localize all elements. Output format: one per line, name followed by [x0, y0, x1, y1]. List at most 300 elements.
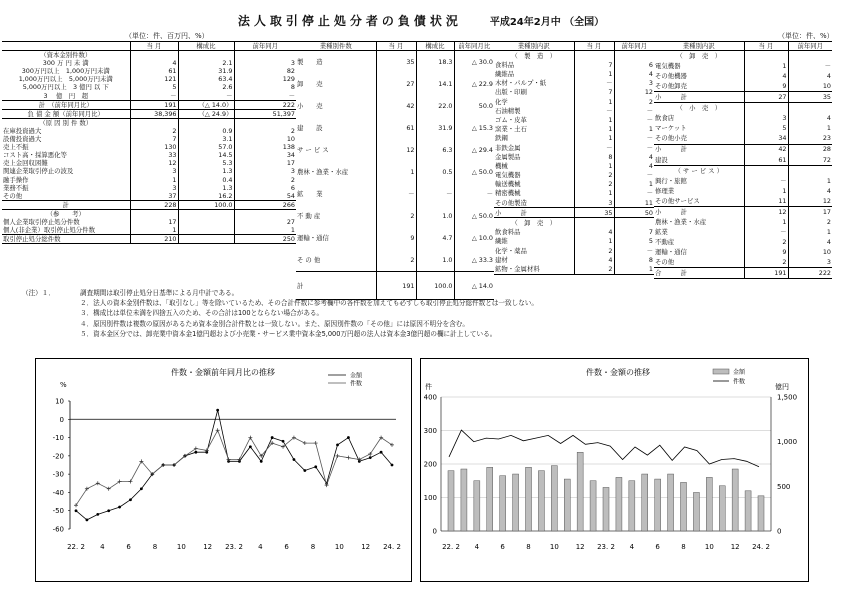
table-cell: 2: [744, 237, 788, 247]
table-cell: 61: [130, 67, 178, 75]
table-cell: 1: [574, 97, 614, 106]
table-cell: －: [416, 183, 454, 205]
note-text: ２．法人の資本金別件数は、「取引なし」等を除いているため、その合計件数に参考欄中の各件数を加えても必ずしも取引停止処分総件数とは一致しない。: [80, 299, 538, 308]
row-label: その他: [3, 191, 23, 200]
table-cell: [130, 51, 178, 60]
table-cell: 2: [234, 176, 296, 184]
table-cell: 63.4: [178, 75, 234, 83]
data-point: [368, 452, 372, 456]
table-cell: 8: [574, 152, 614, 161]
table-row: [2, 151, 296, 159]
table-cell: 138: [234, 143, 296, 151]
table-cell: 7: [614, 228, 654, 237]
table-row: [2, 83, 296, 91]
table-row: [494, 79, 654, 88]
row-label: 非鉄金属: [495, 143, 521, 152]
row-label: （ サ ー ビ ス ）: [654, 165, 744, 176]
table-row: [2, 159, 296, 167]
table-cell: 34: [234, 151, 296, 159]
y2-tick-label: 1,000: [777, 438, 798, 447]
table-cell: 17: [788, 206, 832, 217]
x-tick-label: 23. 2: [597, 543, 615, 551]
table-cell: 2: [130, 127, 178, 135]
table-row: [2, 127, 296, 135]
row-label: 個人(非企業）取引停止処分件数: [3, 226, 95, 235]
table-cell: [130, 118, 178, 127]
table-row: [2, 167, 296, 175]
table-cell: 10: [788, 81, 832, 92]
bar: [526, 467, 532, 531]
table-row: [296, 73, 494, 95]
data-point: [75, 509, 78, 512]
y2-tick-label: 0: [777, 527, 782, 536]
table-cell: 35: [376, 51, 416, 74]
capital-cause-table: [2, 41, 296, 244]
data-point: [85, 487, 89, 491]
x-tick-label: 10: [334, 543, 344, 551]
table-cell: －: [744, 176, 788, 186]
table-row: [654, 237, 832, 247]
table-cell: 2: [376, 249, 416, 272]
table-cell: －: [614, 143, 654, 152]
table-cell: 9: [744, 247, 788, 257]
note-head: （注）１．: [22, 289, 55, 297]
table-row: [494, 143, 654, 152]
row-label: その他サービス: [655, 196, 700, 205]
legend-label: 件数: [733, 378, 746, 386]
row-label: 建 設: [297, 124, 323, 133]
data-point: [293, 458, 296, 461]
row-label: 飲食料品: [495, 228, 521, 237]
row-label: 農林・漁業・水産: [297, 168, 349, 177]
table-row: [654, 144, 832, 155]
table-cell: 38,396: [130, 109, 178, 118]
table-cell: 2: [574, 180, 614, 189]
table-cell: 2: [744, 257, 788, 268]
row-label: 3 億 円 超: [43, 91, 88, 100]
y-tick-label: 0: [432, 527, 437, 536]
x-tick-label: 8: [152, 543, 158, 551]
table-cell: [234, 51, 296, 60]
row-label: ゴム・皮革: [495, 115, 527, 124]
row-label: 窯業・土石: [495, 125, 527, 134]
table-row: [654, 176, 832, 186]
table-cell: 2: [574, 246, 614, 255]
table-row: [296, 227, 494, 249]
table-cell: 54: [234, 192, 296, 201]
table-cell: 191: [744, 268, 788, 279]
x-tick-label: 6: [500, 543, 505, 551]
table-cell: 3: [234, 167, 296, 175]
table-row: [296, 205, 494, 227]
row-label: 小 売: [297, 102, 323, 111]
y-tick-label: -60: [52, 525, 64, 534]
data-point: [303, 469, 306, 472]
x-tick-label: 8: [526, 543, 531, 551]
table-cell: 2: [614, 97, 654, 106]
table-cell: 3.1: [178, 135, 234, 143]
table-row: [494, 208, 654, 218]
row-label: 繊維: [495, 237, 508, 246]
table-cell: －: [574, 143, 614, 152]
data-point: [205, 448, 209, 452]
table-row: [494, 60, 654, 69]
table-row: [654, 196, 832, 207]
data-point: [248, 436, 252, 440]
table-row: [494, 152, 654, 161]
row-label: （ 卸 売 ）: [494, 218, 574, 228]
bar: [487, 467, 493, 531]
table-cell: 129: [234, 75, 296, 83]
table-cell: 61: [376, 117, 416, 139]
x-tick-label: 8: [681, 543, 686, 551]
data-point: [391, 464, 394, 467]
data-point: [107, 487, 111, 491]
table-cell: △ 22.9: [454, 73, 494, 95]
data-point: [118, 506, 121, 509]
x-tick-label: 22. 2: [442, 543, 460, 551]
x-tick-label: 24. 2: [752, 543, 770, 551]
table-row: [494, 106, 654, 115]
row-label: 取引停止処分総件数: [2, 235, 130, 244]
row-label: 小 計: [494, 208, 574, 218]
table-cell: 191: [130, 100, 178, 109]
table-row: [2, 192, 296, 201]
table-row: [494, 115, 654, 124]
table-cell: 1: [614, 125, 654, 134]
data-point: [325, 483, 329, 487]
column-header: 当 月: [376, 42, 416, 51]
table-cell: 1: [130, 226, 178, 235]
table-row: [2, 100, 296, 109]
table-cell: 33: [130, 151, 178, 159]
data-point: [249, 445, 252, 448]
row-label: 電気機器: [495, 171, 521, 180]
table-cell: [178, 209, 234, 218]
table-cell: [788, 103, 832, 114]
bar: [693, 492, 699, 531]
table-cell: 2: [574, 264, 614, 274]
table-cell: 4: [614, 161, 654, 170]
x-tick-label: 10: [704, 543, 714, 551]
count-amount-chart-frame: [420, 358, 809, 582]
y-tick-label: 300: [423, 427, 437, 435]
table-cell: 8: [234, 83, 296, 91]
table-cell: －: [614, 171, 654, 180]
table-cell: [614, 51, 654, 61]
table-row: [494, 180, 654, 189]
row-label: 5,000万円以上 3 億円 以 下: [22, 83, 109, 92]
table-cell: 57.0: [178, 143, 234, 151]
table-row: [654, 247, 832, 257]
section-title-row: [2, 209, 296, 218]
row-label: 鉄鋼: [495, 134, 508, 143]
table-cell: 35: [574, 208, 614, 218]
y2-tick-label: 500: [777, 482, 791, 491]
table-cell: 4: [788, 237, 832, 247]
series-line-0: [76, 410, 392, 520]
table-cell: 34: [744, 133, 788, 144]
row-label: 金属製品: [495, 152, 521, 161]
table-cell: 4: [614, 69, 654, 78]
table-cell: [744, 51, 788, 62]
table-cell: 1: [574, 161, 614, 170]
table-cell: －: [574, 106, 614, 115]
note-item: [22, 308, 538, 318]
table-cell: 12: [788, 196, 832, 207]
row-label: 化学: [495, 97, 508, 106]
chart-title: 件数・金額前年同月比の推移: [171, 368, 275, 377]
table-cell: －: [234, 92, 296, 101]
table-cell: 100.0: [178, 200, 234, 209]
note-item: [22, 288, 538, 298]
table-cell: 4: [574, 228, 614, 237]
x-tick-label: 10: [549, 543, 559, 551]
table-cell: 4: [744, 71, 788, 81]
table-cell: －: [614, 115, 654, 124]
y-tick-label: 400: [423, 393, 437, 402]
x-tick-label: 6: [655, 543, 660, 551]
table-cell: 35: [788, 92, 832, 103]
row-label: その他製造: [495, 198, 527, 207]
table-cell: 4: [788, 71, 832, 81]
table-row: [494, 237, 654, 246]
table-cell: 2.6: [178, 83, 234, 91]
table-cell: －: [178, 92, 234, 101]
industry-detail-table-1: [494, 41, 654, 275]
table-row: [654, 51, 832, 62]
column-header: 業種別件数: [296, 42, 376, 51]
bar: [577, 452, 583, 531]
table-cell: 1: [744, 61, 788, 71]
table-cell: 8: [614, 255, 654, 264]
table-cell: 4: [574, 255, 614, 264]
note-text: 調査期間は取引停止処分日基準による月中計である。: [80, 289, 239, 297]
table-cell: 1: [574, 69, 614, 78]
table-cell: [234, 209, 296, 218]
bar: [551, 466, 557, 531]
x-tick-label: 12: [730, 543, 740, 551]
data-point: [336, 443, 339, 446]
x-tick-label: 24. 2: [383, 543, 401, 551]
row-label: 売上不振: [3, 143, 29, 152]
y-tick-label: 0: [59, 415, 64, 424]
bar: [745, 491, 751, 531]
notes: [22, 288, 538, 339]
table-row: [654, 257, 832, 268]
row-label: 機械: [495, 161, 508, 170]
table-cell: －: [614, 246, 654, 255]
table-cell: 10: [788, 247, 832, 257]
table-cell: 121: [130, 75, 178, 83]
row-label: 精密機械: [495, 189, 521, 198]
note-text: ４．原因別件数は複数の原因があるため資本金別合計件数とは一致しない。また、原因別件数の「その他」には原因不明分を含む。: [80, 319, 470, 328]
table-row: [654, 113, 832, 123]
legend-swatch: [713, 369, 729, 374]
row-label: 計: [2, 200, 130, 209]
table-cell: 17: [234, 159, 296, 167]
table-cell: 3: [130, 167, 178, 175]
table-row: [494, 228, 654, 237]
table-cell: 31.9: [416, 117, 454, 139]
count-line: [449, 430, 759, 467]
table-row: [2, 67, 296, 75]
y-tick-label: 10: [55, 397, 64, 406]
row-label: （ 製 造 ）: [511, 51, 557, 60]
bar: [603, 487, 609, 531]
data-point: [85, 518, 88, 521]
table-cell: 28: [788, 144, 832, 155]
table-row: [494, 51, 654, 61]
table-cell: －: [614, 106, 654, 115]
row-label: 融手操作: [3, 175, 29, 184]
table-row: [494, 161, 654, 170]
table-cell: 7: [574, 60, 614, 69]
table-row: [2, 226, 296, 235]
table-cell: 31.9: [178, 67, 234, 75]
table-row: [296, 95, 494, 117]
row-label: 売上金回収困難: [3, 159, 48, 168]
note-text: ５．資本金区分では、卸売業中資本金1億円超および小売業・サービス業中資本金5,000万円超の法人は資本金3億円超の欄に計上している。: [80, 329, 497, 338]
table-row: [654, 206, 832, 217]
table-cell: 3: [744, 113, 788, 123]
table-cell: －: [130, 92, 178, 101]
table-cell: 4.7: [416, 227, 454, 249]
table-row: [494, 264, 654, 274]
bar: [590, 481, 596, 531]
table-row: [654, 92, 832, 103]
row-label: 石油精製: [495, 106, 521, 115]
column-header: 業種別内訳: [494, 42, 574, 51]
bar: [642, 474, 648, 531]
row-label: （ 小 売 ）: [654, 103, 744, 114]
table-row: [2, 176, 296, 184]
column-header: 前年同月: [788, 42, 832, 51]
x-tick-label: 8: [310, 543, 316, 551]
table-row: [2, 184, 296, 192]
bar: [538, 471, 544, 531]
data-point: [216, 409, 219, 412]
table-cell: [178, 226, 234, 235]
table-cell: 12: [744, 206, 788, 217]
note-item: [22, 298, 538, 308]
table-cell: （△ 24.9）: [178, 109, 234, 118]
data-point: [96, 513, 99, 516]
table-cell: 5.3: [178, 159, 234, 167]
x-tick-label: 6: [126, 543, 131, 551]
table-row: [654, 165, 832, 176]
table-row: [494, 97, 654, 106]
table-row: [654, 227, 832, 237]
column-header: 前年同月: [614, 42, 654, 51]
table-cell: 22.0: [416, 95, 454, 117]
row-label: （ 卸 売 ）: [676, 52, 722, 61]
table-cell: 0.4: [178, 176, 234, 184]
x-tick-label: 12: [361, 543, 371, 551]
table-cell: 16.2: [178, 192, 234, 201]
row-label: 電気機器: [655, 62, 681, 71]
table-cell: 82: [234, 67, 296, 75]
data-point: [194, 451, 197, 454]
table-cell: 3: [574, 198, 614, 208]
table-cell: △ 15.3: [454, 117, 494, 139]
table-row: [654, 123, 832, 133]
table-row: [2, 218, 296, 226]
row-label: 在庫投資過大: [3, 126, 42, 135]
row-label: 鉱物・金属材料: [494, 264, 574, 274]
table-row: [2, 200, 296, 209]
table-cell: 4: [788, 186, 832, 196]
table-cell: 1: [130, 176, 178, 184]
table-row: [296, 117, 494, 139]
y-tick-label: -40: [52, 488, 64, 497]
table-cell: △ 30.0: [454, 51, 494, 74]
table-cell: 9: [376, 227, 416, 249]
row-label: 化学・薬品: [495, 246, 527, 255]
table-header: [2, 42, 296, 51]
table-cell: 2: [376, 205, 416, 227]
unit-label-right: （単位：件、%）: [778, 32, 834, 40]
table-cell: 222: [788, 268, 832, 279]
unit-label-left: （単位：件、百万円、%）: [125, 32, 209, 40]
table-row: [494, 198, 654, 208]
table-cell: 6: [614, 60, 654, 69]
table-row: [494, 125, 654, 134]
y2-axis-unit: 億円: [775, 383, 789, 391]
table-cell: △ 33.3: [454, 249, 494, 272]
column-header: 前年同月: [234, 42, 296, 51]
table-row: [494, 69, 654, 78]
data-point: [314, 465, 317, 468]
y-tick-label: -50: [52, 507, 64, 516]
table-row: [654, 81, 832, 92]
row-label: 出版・印刷: [495, 88, 527, 97]
bar: [474, 481, 480, 531]
legend-label: 金額: [733, 369, 746, 376]
column-header: 前年同月比: [454, 42, 494, 51]
table-row: [654, 186, 832, 196]
section-title-row: [2, 51, 296, 60]
table-cell: －: [376, 183, 416, 205]
data-point: [128, 479, 132, 483]
table-cell: 1: [788, 123, 832, 133]
table-row: [654, 217, 832, 227]
row-label: 製 造: [297, 58, 323, 67]
data-point: [346, 456, 350, 460]
column-header: 構成比: [416, 42, 454, 51]
y-tick-label: -10: [52, 434, 64, 443]
legend-label: 金額: [350, 372, 363, 380]
table-cell: △ 29.4: [454, 139, 494, 161]
table-cell: 1: [376, 161, 416, 183]
chart-title: 件数・金額の推移: [586, 368, 650, 377]
y-tick-label: -20: [52, 452, 64, 461]
table-cell: 50: [614, 208, 654, 218]
row-label: 運輸・通信: [655, 247, 687, 256]
data-point: [107, 509, 110, 512]
table-row: [2, 59, 296, 67]
table-cell: 14.5: [178, 151, 234, 159]
row-label: 不 動 産: [297, 212, 321, 221]
y2-tick-label: 1,500: [777, 393, 798, 402]
table-row: [494, 255, 654, 264]
data-point: [271, 436, 274, 439]
column-header: 当 月: [744, 42, 788, 51]
data-point: [96, 481, 100, 485]
x-tick-label: 4: [629, 543, 635, 551]
table-row: [296, 161, 494, 183]
y-tick-label: -30: [52, 470, 64, 479]
